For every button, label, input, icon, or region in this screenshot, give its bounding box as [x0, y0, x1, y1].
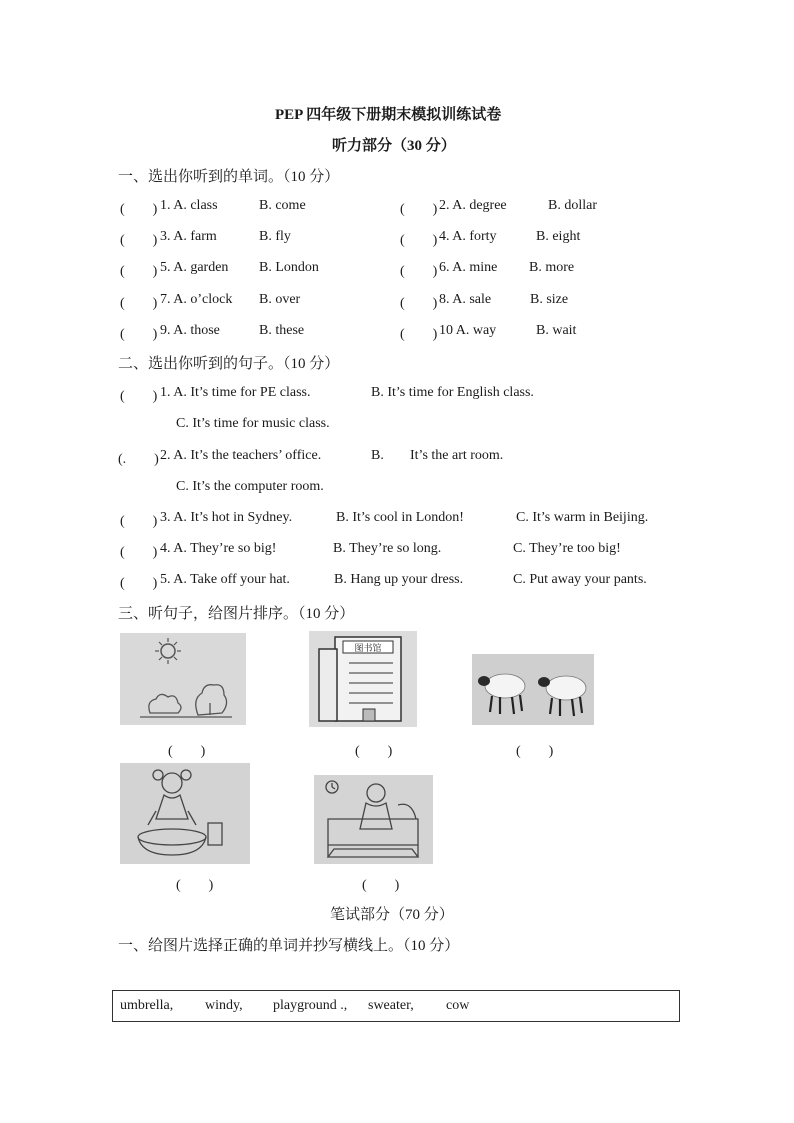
p1-q10-a: 10 A. way — [439, 323, 497, 338]
library-picture — [309, 631, 417, 727]
p1-q4-bracket: ( ) — [400, 233, 438, 248]
p2-q1-a: 1. A. It’s time for PE class. — [160, 385, 311, 400]
listening-title: 听力部分（30 分） — [332, 138, 456, 154]
p1-q9-a: 9. A. those — [160, 323, 220, 338]
p1-q10-bracket: ( ) — [400, 327, 438, 342]
girl-bed-icon — [314, 775, 433, 864]
girl-washing-icon — [120, 763, 250, 864]
p1-q9-b: B. these — [259, 323, 305, 338]
p1-q10-b: B. wait — [536, 323, 577, 338]
p2-q3-b: B. It’s cool in London! — [336, 510, 464, 525]
library-sign: 图书馆 — [354, 644, 382, 654]
picture4-answer-blank[interactable]: ( ) — [176, 878, 214, 893]
p2-q2-bracket: (. ) — [118, 452, 159, 467]
p1-q3-b: B. fly — [259, 229, 291, 244]
p2-q5-c: C. Put away your pants. — [513, 572, 647, 587]
p2-q3-bracket: ( ) — [120, 514, 158, 529]
p1-q7-a: 7. A. o’clock — [160, 292, 233, 307]
p1-q2-b: B. dollar — [548, 198, 597, 213]
p2-q4-bracket: ( ) — [120, 545, 158, 560]
written-part1-heading: 一、给图片选择正确的单词并抄写横线上。（10 分） — [118, 938, 460, 954]
p1-q6-b: B. more — [529, 260, 575, 275]
word-bank-box — [112, 990, 680, 1022]
library-building-icon — [309, 631, 417, 727]
sheep-icon — [472, 654, 594, 725]
p2-q2-a: 2. A. It’s the teachers’ office. — [160, 448, 322, 463]
p2-q1-c: C. It’s time for music class. — [176, 416, 330, 431]
p1-q1-b: B. come — [259, 198, 306, 213]
written-title: 笔试部分（70 分） — [330, 907, 454, 923]
p1-q4-a: 4. A. forty — [439, 229, 497, 244]
p2-q3-c: C. It’s warm in Beijing. — [516, 510, 649, 525]
p1-q8-bracket: ( ) — [400, 296, 438, 311]
p2-q2-c: C. It’s the computer room. — [176, 479, 324, 494]
word-windy: windy, — [205, 998, 243, 1013]
p1-q7-bracket: ( ) — [120, 296, 158, 311]
p1-q1-a: 1. A. class — [160, 198, 218, 213]
p2-q5-b: B. Hang up your dress. — [334, 572, 464, 587]
part2-heading: 二、选出你听到的句子。（10 分） — [118, 356, 340, 372]
sheep-picture — [472, 654, 594, 725]
p2-q3-a: 3. A. It’s hot in Sydney. — [160, 510, 293, 525]
p1-q5-b: B. London — [259, 260, 319, 275]
p1-q6-bracket: ( ) — [400, 264, 438, 279]
p1-q9-bracket: ( ) — [120, 327, 158, 342]
making-bed-picture — [314, 775, 433, 864]
p1-q4-b: B. eight — [536, 229, 581, 244]
sun-icon — [120, 633, 246, 725]
p2-q4-c: C. They’re too big! — [513, 541, 621, 556]
p2-q2-b-letter: B. — [371, 448, 384, 463]
p1-q2-bracket: ( ) — [400, 202, 438, 217]
picture1-answer-blank[interactable]: ( ) — [168, 744, 206, 759]
p1-q8-b: B. size — [530, 292, 569, 307]
p2-q2-b: It’s the art room. — [410, 448, 504, 463]
part1-heading: 一、选出你听到的单词。（10 分） — [118, 169, 340, 185]
p2-q4-b: B. They’re so long. — [333, 541, 442, 556]
p1-q1-bracket: ( ) — [120, 202, 158, 217]
p1-q8-a: 8. A. sale — [439, 292, 492, 307]
p1-q3-a: 3. A. farm — [160, 229, 217, 244]
picture5-answer-blank[interactable]: ( ) — [362, 878, 400, 893]
p1-q7-b: B. over — [259, 292, 301, 307]
p2-q5-bracket: ( ) — [120, 576, 158, 591]
sunny-scene-picture — [120, 633, 246, 725]
p1-q3-bracket: ( ) — [120, 233, 158, 248]
picture2-answer-blank[interactable]: ( ) — [355, 744, 393, 759]
picture3-answer-blank[interactable]: ( ) — [516, 744, 554, 759]
word-sweater: sweater, — [368, 998, 414, 1013]
p2-q4-a: 4. A. They’re so big! — [160, 541, 277, 556]
p1-q6-a: 6. A. mine — [439, 260, 498, 275]
p1-q5-a: 5. A. garden — [160, 260, 229, 275]
word-playground: playground ., — [273, 998, 348, 1013]
p1-q2-a: 2. A. degree — [439, 198, 507, 213]
p2-q5-a: 5. A. Take off your hat. — [160, 572, 290, 587]
p2-q1-bracket: ( ) — [120, 389, 158, 404]
exam-title: PEP 四年级下册期末模拟训练试卷 — [275, 107, 502, 123]
p1-q5-bracket: ( ) — [120, 264, 158, 279]
p2-q1-b: B. It’s time for English class. — [371, 385, 534, 400]
word-umbrella: umbrella, — [120, 998, 174, 1013]
washing-clothes-picture — [120, 763, 250, 864]
word-cow: cow — [446, 998, 470, 1013]
part3-heading: 三、听句子，给图片排序。（10 分） — [118, 606, 355, 622]
